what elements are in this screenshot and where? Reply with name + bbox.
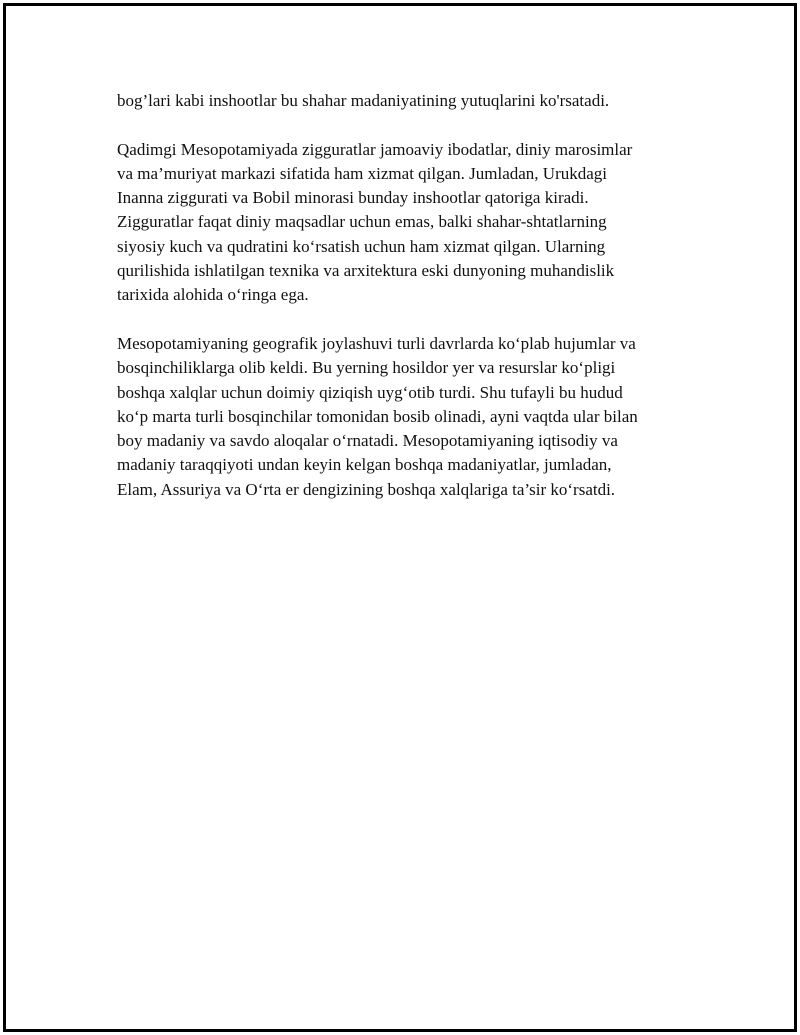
paragraph-3: Mesopotamiyaning geografik joylashuvi turli davrlarda ko‘plab hujumlar va bosqinchiliklarga olib keldi. Bu yerning hosildor yer va resurslar ko‘pligi boshqa xalqlar uchun doimiy qiziqish uyg‘otib turdi. Shu tufayli bu hudud ko‘p marta turli bosqinchilar tomonidan bosib olinadi, ayni vaqtda ular bilan boy madaniy va savdo aloqalar o‘rnatadi. Mesopotamiyaning iqtisodiy va madaniy taraqqiyoti undan keyin kelgan boshqa madaniyatlar, jumladan, Elam, Assuriya va O‘rta er dengizining boshqa xalqlariga ta’sir ko‘rsatdi.: [117, 333, 638, 499]
document-body: [117, 89, 692, 526]
paragraph-1: bog’lari kabi inshootlar bu shahar madaniyatining yutuqlarini ko'rsatadi.: [117, 91, 610, 110]
paragraph-2: Qadimgi Mesopotamiyada zigguratlar jamoaviy ibodatlar, diniy marosimlar va ma’muriyat markazi sifatida ham xizmat qilgan. Jumladan, Urukdagi Inanna ziggurati va Bobil minorasi bunday inshootlar qatoriga kiradi. Zigguratlar faqat diniy maqsadlar uchun emas, balki shahar-shtatlarning siyosiy kuch va qudratini ko‘rsatish uchun ham xizmat qilgan. Ularning qurilishida ishlatilgan texnika va arxitektura eski dunyoning muhandislik tarixida alohida o‘ringa ega.: [117, 139, 633, 305]
